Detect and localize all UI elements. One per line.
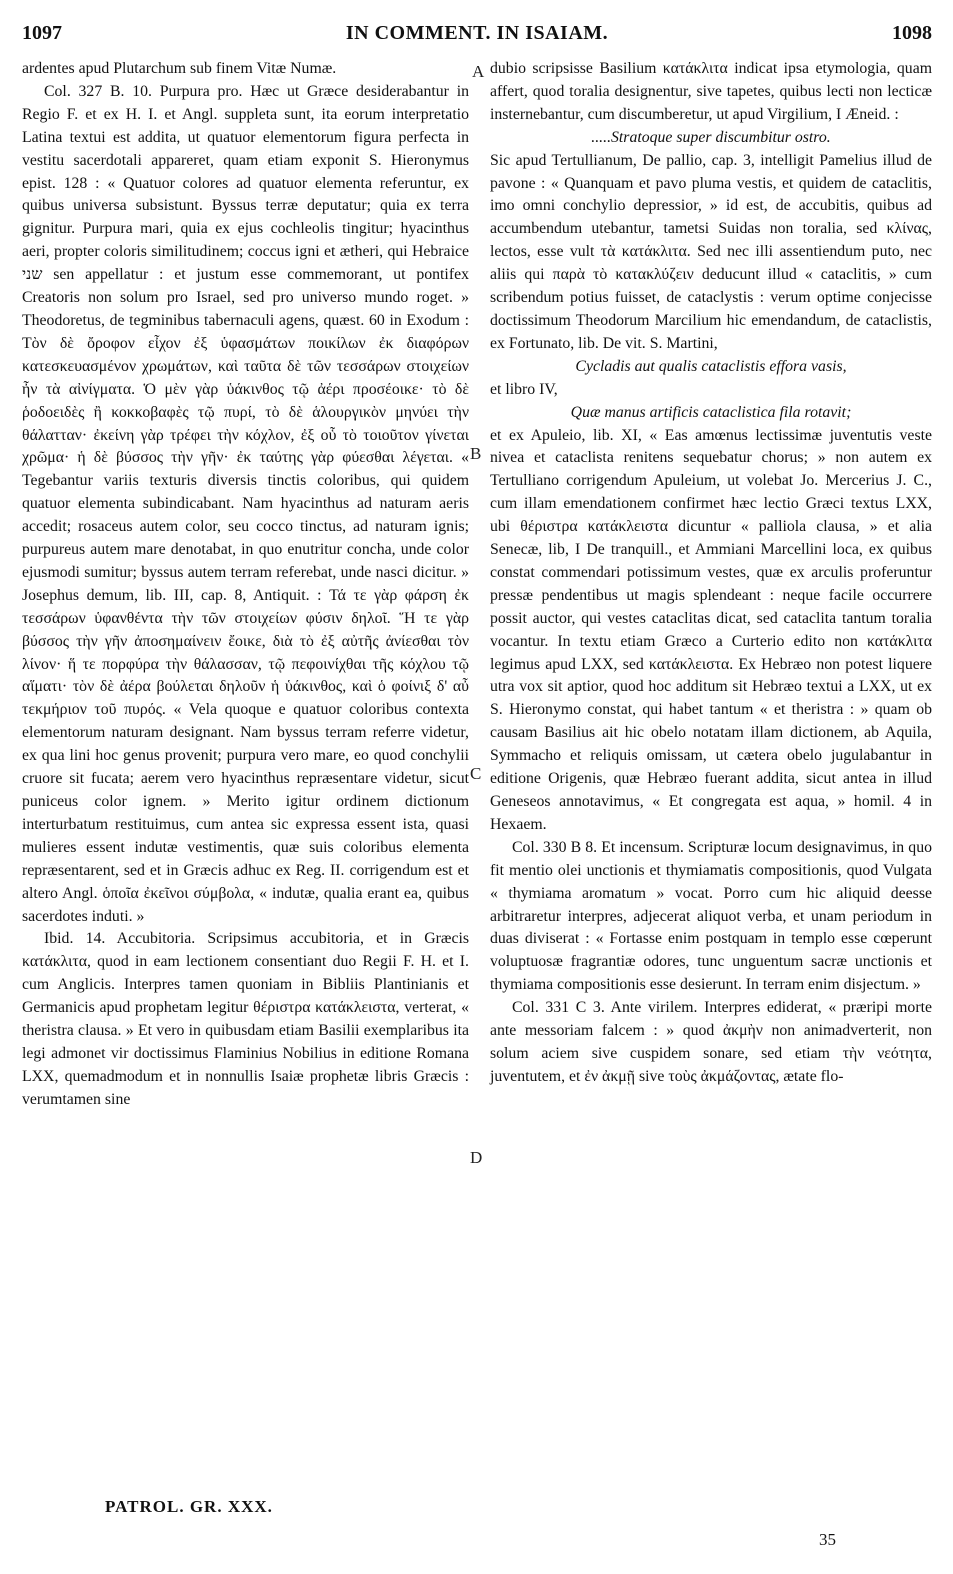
paragraph: ardentes apud Plutarchum sub finem Vitæ Numæ. xyxy=(22,60,337,77)
footer-sheet-number: 35 xyxy=(819,1530,836,1549)
paragraph: Sic apud Tertullianum, De pallio, cap. 3, intelligit Pamelius illud de pavone : « Quanquam et pavo pluma vestis, et quidem de cataclitis, imo omni conchylio depressior, » id est, de accubitis, quibus ad accumbendum utebantur, tametsi Suidas non toralia, sed κλίνας, lectos, esse vult τὰ κατάκλιτα. Sed nec illi assentiendum puto, nec aliis qui παρὰ τὸ κατακλύζειν deducunt illud « cataclitis, » cum scribendum potius fuisset, de cataclystis : verum optime conjecisse doctissimum Theodorum Marcilium hic emendandum, de cataclistis, ex Fortunato, lib. De vit. S. Martini, xyxy=(490,151,932,352)
paragraph: et libro IV, xyxy=(490,380,558,398)
page-header xyxy=(22,22,932,52)
verse-quote: Cycladis aut qualis cataclistis effora vasis, xyxy=(575,357,847,375)
margin-letter-b: B xyxy=(470,444,482,463)
left-page-number: 1097 xyxy=(22,22,62,44)
paragraph: Ibid. 14. Accubitoria. Scripsimus accubitoria, et in Græcis κατάκλιτα, quod in eam lectionem consentiant duo Regii F. H. et I. cum Anglicis. Interpres tamen quoniam in Bibliis Plantinianis et Germanicis apud prophetam legitur θέριστρα κατάκλειστα, verterat, « theristra clausa. » Et vero in quibusdam etiam Basilii exemplaribus ita legi admonet vir doctissimus Flaminius Nobilius in editione Romana LXX, quemadmodum et in nonnullis Isaiæ prophetæ libris Græcis : verumtamen sine xyxy=(22,930,469,1108)
margin-letter-d: D xyxy=(470,1148,483,1167)
paragraph: et ex Apuleio, lib. XI, « Eas amœnus lectissimæ juventutis veste nivea et cataclista renitens sequebatur chorus; » non autem ex Tertulliano corrigendum Apuleium, ut volebat Jo. Mercerius J. C., cum illam emendationem confirmet hæc lectio Græci textus LXX, ubi θέριστρα κατάκλειστα dicuntur « palliola clausa, » et alia Senecæ, lib, I De tranquill., et Ammiani Marcellini loca, ex quibus constat commendari potissimum vestes, quæ ex arculis proferuntur pressæ pendentibus ut magis splendeant : neque facile occurrere possit auctor, qui vestes cataclitas dicat, sed cataclita tantum toralia vocantur. In textu etiam Græco a Curterio edito non κατάκλιτα legimus apud LXX, sed κατάκλειστα. Ex Hebræo non potest liquere utra vox sit aptior, quod hoc additum sit Hebræo textui a LXX, ut ex S. Hieronymo constat, qui habet tantum « et theristra : » quam ob causam Basilius ait hic obelo notatam illam dictionem, ab Aquila, Symmacho et reliquis omissam, ut cætera obelo jugulabantur in editione Origenis, quæ Hebræo fuerant addita, sicut antea in illud Geneseos annotavimus, « Et congregata est aqua, » homil. 4 in Hexaem. xyxy=(490,426,932,833)
verse-quote: Quæ manus artificis cataclistica fila rotavit; xyxy=(570,403,852,421)
right-page-number: 1098 xyxy=(892,22,932,44)
paragraph: dubio scripsisse Basilium κατάκλιτα indicat ipsa etymologia, quam affert, quod toralia designentur, sive tapetes, quibus lecti non lecticæ insternebantur, cum discumberetur, ut apud Virgilium, I Æneid. : xyxy=(490,60,932,123)
paragraph: Col. 327 B. 10. Purpura pro. Hæc ut Græce desiderabantur in Regio F. et ex H. I. et Angl. suppleta sunt, ita eorum interpretatio Latina textui est addita, ut quatuor elementorum figura perfecta in vestitu sacerdotali appareret, quam etiam exponit S. Hieronymus epist. 128 : « Quatuor colores ad quatuor elementa referuntur, ex quibus universa subsistunt. Byssus terræ deputatur; quia ex terra gignitur. Purpura mari, quia ex ejus cochleolis tingitur; hyacinthus aeri, propter coloris similitudinem; coccus igni et ætheri, qui Hebraice שני sen appellatur : et justum esse commemorant, ut pontifex Creatoris non solum pro Israel, sed pro universo mundo roget. » Theodoretus, de tegminibus tabernaculi agens, quæst. 60 in Exodum : Τὸν δὲ ὄροφον εἶχον ἐξ ὑφασμάτων ποικίλων ἐκ διαφόρων κατεσκευασμένον χρωμάτων, καὶ ταῦτα δὲ τῶν τεσσάρων στοιχείων ἦν τὰ αἰνίγματα. Ὁ μὲν γὰρ ὑάκινθος τῷ ἀέρι προσέοικε· τὸ δὲ ῥοδοειδὲς ἢ κοκκοβαφὲς τῷ πυρί, τὸ δὲ ἁλουργικὸν μηνύει τὴν θάλατταν· ἐκείνη γὰρ τρέφει τὴν κόχλον, ἐξ οὗ τὸ τοιοῦτον γίνεται χρῶμα· ἡ δὲ βύσσος τὴν γῆν· ἐκ ταύτης γὰρ φύεσθαι λέγεται. « Tegebantur variis texturis diversis tinctis coloribus, qui quidem quatuor elementa subindicabant. Nam hyacinthus ad naturam aeris accedit; rosaceus autem color, seu cocco tinctus, ad naturam ignis; purpureus autem mare denotabat, in quo enutritur concha, unde color ejusmodi sumitur; byssus autem terram referebat, unde nasci dicitur. » Josephus demum, lib. III, cap. 8, Antiquit. : Τά τε γὰρ φάρση ἐκ τεσσάρων ὑφανθέντα τὴν τῶν στοιχείων φύσιν δηλοῖ. Ἥ τε γὰρ βύσσος τὴν γῆν ἀποσημαίνειν ἔοικε, διὰ τὸ ἐξ αὐτῆς ἀνίεσθαι τὸν λίνον· ἥ τε πορφύρα τὴν θάλασσαν, τῷ πεφοινίχθαι τῆς κόχλου τῷ αἵματι· τὸν δὲ ἀέρα βούλεται δηλοῦν ἡ ὑάκινθος, καὶ ὁ φοίνιξ δ' αὖ τεκμήριον τοῦ πυρός. « Vela quoque e quatuor coloribus contexta elementorum naturam designant. Nam byssus terram referre videtur, ex qua lini hoc genus provenit; purpura vero mare, eo quod conchylii cruore sit fucata; aerem vero hyacinthus repræsentare videtur, sicut puniceus color ignem. » Merito igitur ordinem dictionum interturbatum restituimus, cum antea sic expressa essent ista, quasi mulieres essent indutæ vestimentis, quæ suis coloribus elementa repræsentarent, sed et in Græcis adhuc ex Reg. II. corrigendum est et altero Angl. ὁποῖα ἐκεῖνοι σύμβολα, « indutæ, qualia erant ea, quibus sacerdotes induti. » xyxy=(22,82,469,925)
paragraph: Col. 331 C 3. Ante virilem. Interpres ediderat, « præripi morte ante messoriam falcem : » quod ἀκμὴν non animadverterit, non solum aciem sive cuspidem sonare, sed etiam τὴν νεότητα, juventutem, et ἐν ἀκμῇ sive τοὺς ἀκμάζοντας, ætate flo- xyxy=(490,999,932,1085)
right-column xyxy=(490,58,932,1089)
margin-letter-a: A xyxy=(472,62,485,81)
paragraph: Col. 330 B 8. Et incensum. Scripturæ locum designavimus, in quo fit mentio olei unctionis et thymiamatis compositionis, quod Vulgata « thymiama aromatum » vocat. Porro cum hic aliquid deesse arbitraretur interpres, adjecerat aliquot verba, et unam periodum in duas diviserat : « Fortasse enim postquam in templo esse cœperunt voluptuosæ fragrantiæ odores, tunc unguentum sacræ unctionis et thymiama compositionis esse desierunt. In terram enim disjectum. » xyxy=(490,838,932,994)
footer-signature: PATROL. GR. XXX. xyxy=(105,1497,273,1516)
running-title: IN COMMENT. IN ISAIAM. xyxy=(345,22,609,44)
margin-letter-c: C xyxy=(470,764,482,783)
verse-quote: .....Stratoque super discumbitur ostro. xyxy=(591,128,831,146)
left-column xyxy=(22,58,469,1112)
